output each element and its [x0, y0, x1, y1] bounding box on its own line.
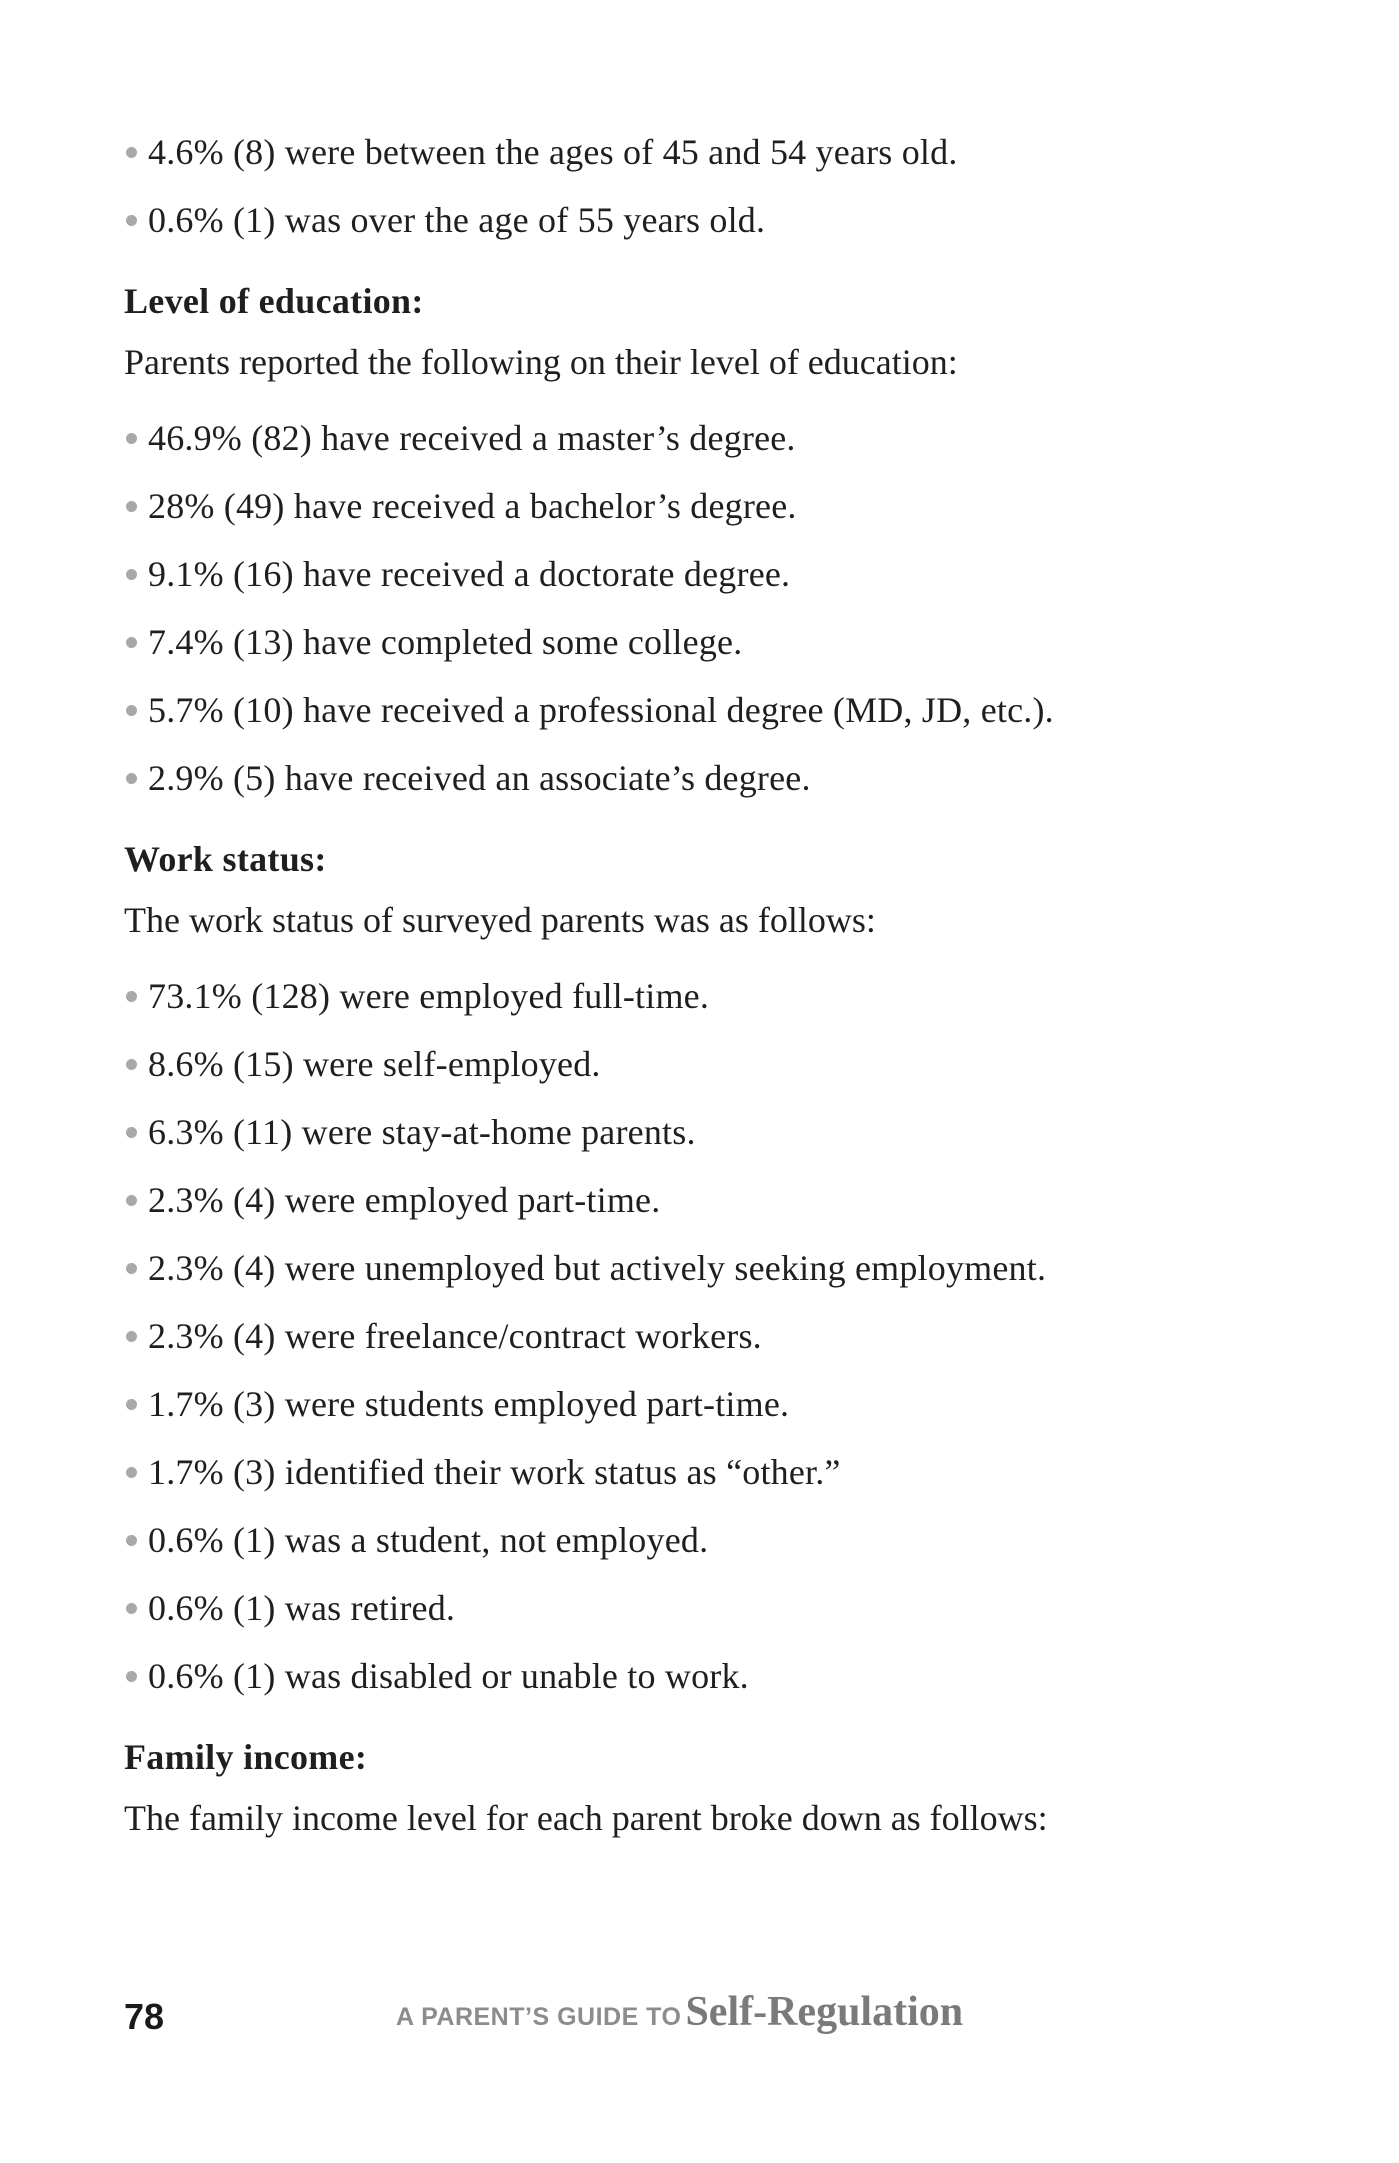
bullet-icon [126, 1127, 137, 1138]
list-item: 28% (49) have received a bachelor’s degree. [124, 472, 1274, 540]
page-content [124, 118, 1274, 1848]
running-title-main: Self-Regulation [685, 1989, 964, 2035]
family-income-heading: Family income: [124, 1737, 368, 1777]
bullet-icon [126, 1195, 137, 1206]
list-item: 5.7% (10) have received a professional degree (MD, JD, etc.). [124, 676, 1274, 744]
list-item: 1.7% (3) were students employed part-time. [124, 1370, 1274, 1438]
list-item: 2.3% (4) were employed part-time. [124, 1166, 1274, 1234]
list-item: 2.3% (4) were freelance/contract workers. [124, 1302, 1274, 1370]
work-status-intro: The work status of surveyed parents was as follows: [124, 900, 876, 940]
bullet-icon [126, 773, 137, 784]
bullet-icon [126, 501, 137, 512]
family-income-intro: The family income level for each parent broke down as follows: [124, 1798, 1048, 1838]
bullet-icon [126, 991, 137, 1002]
list-item: 2.9% (5) have received an associate’s degree. [124, 744, 1274, 812]
page-number: 78 [124, 1996, 165, 2037]
bullet-icon [126, 1263, 137, 1274]
list-item: 8.6% (15) were self-employed. [124, 1030, 1274, 1098]
list-item: 0.6% (1) was over the age of 55 years old. [124, 186, 1274, 254]
list-item: 73.1% (128) were employed full-time. [124, 962, 1274, 1030]
running-title [396, 1988, 963, 2036]
education-intro: Parents reported the following on their level of education: [124, 342, 958, 382]
running-title-prefix: A PARENT’S GUIDE TO [396, 2003, 682, 2031]
bullet-icon [126, 1671, 137, 1682]
education-list [124, 404, 1274, 812]
age-list [124, 118, 1274, 254]
list-item: 4.6% (8) were between the ages of 45 and 54 years old. [124, 118, 1274, 186]
work-status-heading: Work status: [124, 839, 327, 879]
list-item: 0.6% (1) was disabled or unable to work. [124, 1642, 1274, 1710]
list-item: 1.7% (3) identified their work status as “other.” [124, 1438, 1274, 1506]
education-heading: Level of education: [124, 281, 424, 321]
bullet-icon [126, 1535, 137, 1546]
list-item: 0.6% (1) was retired. [124, 1574, 1274, 1642]
bullet-icon [126, 1399, 137, 1410]
bullet-icon [126, 1331, 137, 1342]
bullet-icon [126, 147, 137, 158]
bullet-icon [126, 215, 137, 226]
list-item: 0.6% (1) was a student, not employed. [124, 1506, 1274, 1574]
bullet-icon [126, 569, 137, 580]
list-item: 7.4% (13) have completed some college. [124, 608, 1274, 676]
bullet-icon [126, 433, 137, 444]
bullet-icon [126, 1059, 137, 1070]
bullet-icon [126, 637, 137, 648]
bullet-icon [126, 1467, 137, 1478]
list-item: 9.1% (16) have received a doctorate degree. [124, 540, 1274, 608]
bullet-icon [126, 1603, 137, 1614]
page-footer [124, 1988, 1274, 2058]
bullet-icon [126, 705, 137, 716]
list-item: 6.3% (11) were stay-at-home parents. [124, 1098, 1274, 1166]
list-item: 46.9% (82) have received a master’s degree. [124, 404, 1274, 472]
work-status-list [124, 962, 1274, 1710]
list-item: 2.3% (4) were unemployed but actively seeking employment. [124, 1234, 1274, 1302]
